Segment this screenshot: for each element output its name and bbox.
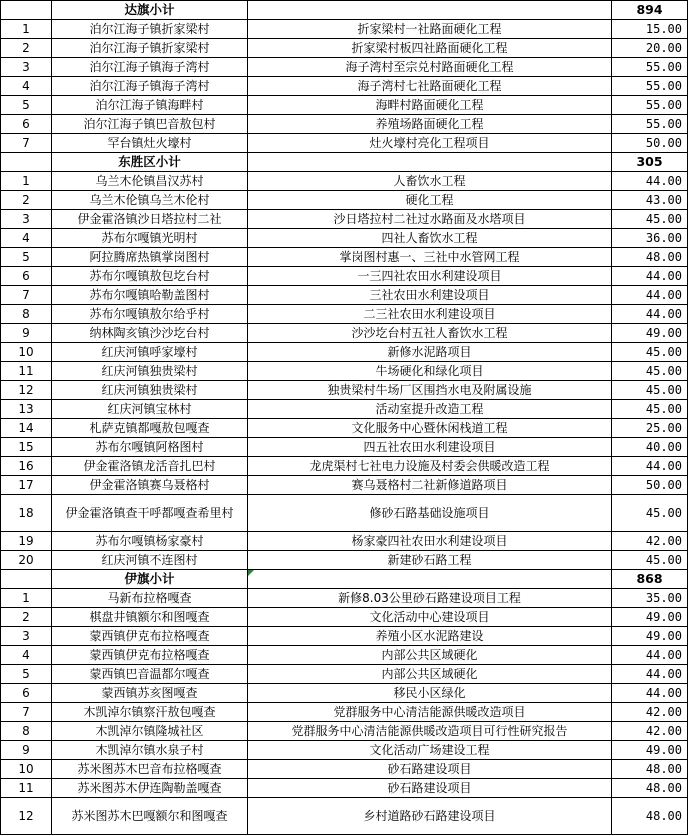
table-row	[1, 39, 688, 58]
village-cell[interactable]: 苏米图苏木巴嘎额尔和图嘎查	[52, 798, 248, 835]
amount-cell[interactable]: 49.00	[612, 324, 688, 343]
project-cell[interactable]: 海子湾村至宗兑村路面硬化工程	[248, 58, 612, 77]
project-cell[interactable]: 文化服务中心暨休闲栈道工程	[248, 419, 612, 438]
row-number[interactable]: 8	[1, 722, 52, 741]
project-cell[interactable]: 砂石路建设项目	[248, 760, 612, 779]
row-number[interactable]: 18	[1, 495, 52, 532]
row-number[interactable]: 19	[1, 532, 52, 551]
project-cell[interactable]: 活动室提升改造工程	[248, 400, 612, 419]
project-cell[interactable]: 龙虎渠村七社电力设施及村委会供暖改造工程	[248, 457, 612, 476]
project-cell[interactable]: 四社人畜饮水工程	[248, 229, 612, 248]
table-row	[1, 20, 688, 39]
row-number[interactable]: 17	[1, 476, 52, 495]
project-cell[interactable]: 养殖小区水泥路建设	[248, 627, 612, 646]
village-cell[interactable]: 红庆河镇不连图村	[52, 551, 248, 570]
table-row	[1, 343, 688, 362]
table-row	[1, 722, 688, 741]
row-number[interactable]: 20	[1, 551, 52, 570]
row-number[interactable]: 9	[1, 741, 52, 760]
subtotal-row	[1, 570, 688, 589]
project-cell[interactable]: 文化活动广场建设工程	[248, 741, 612, 760]
table-row	[1, 210, 688, 229]
row-number[interactable]: 11	[1, 362, 52, 381]
subtotal-blank-cell[interactable]	[248, 1, 612, 20]
village-cell[interactable]: 罕台镇灶火壕村	[52, 134, 248, 153]
project-cell[interactable]: 独贵梁村牛场厂区围挡水电及附属设施	[248, 381, 612, 400]
amount-cell[interactable]: 45.00	[612, 362, 688, 381]
amount-cell[interactable]: 48.00	[612, 760, 688, 779]
row-number[interactable]: 13	[1, 400, 52, 419]
village-cell[interactable]: 泊尔江海子镇巴音敖包村	[52, 115, 248, 134]
row-number[interactable]: 14	[1, 419, 52, 438]
row-number[interactable]: 2	[1, 39, 52, 58]
village-cell[interactable]: 木凯淖尔镇水泉子村	[52, 741, 248, 760]
village-cell[interactable]: 蒙西镇苏亥图嘎查	[52, 684, 248, 703]
amount-cell[interactable]: 48.00	[612, 248, 688, 267]
table-row	[1, 589, 688, 608]
table-row	[1, 229, 688, 248]
project-cell[interactable]: 人畜饮水工程	[248, 172, 612, 191]
table-row	[1, 741, 688, 760]
row-number[interactable]: 2	[1, 608, 52, 627]
subtotal-label[interactable]: 伊旗小计	[52, 570, 248, 589]
subtotal-value[interactable]: 305	[612, 153, 688, 172]
amount-cell[interactable]: 55.00	[612, 58, 688, 77]
row-number[interactable]: 10	[1, 343, 52, 362]
project-cell[interactable]: 硬化工程	[248, 191, 612, 210]
table-row	[1, 495, 688, 532]
project-cell[interactable]: 内部公共区域硬化	[248, 646, 612, 665]
village-cell[interactable]: 泊尔江海子镇海子湾村	[52, 58, 248, 77]
amount-cell[interactable]: 44.00	[612, 457, 688, 476]
project-cell[interactable]: 内部公共区域硬化	[248, 665, 612, 684]
project-cell[interactable]: 海畔村路面硬化工程	[248, 96, 612, 115]
table-row	[1, 779, 688, 798]
project-cell[interactable]: 灶火壕村亮化工程项目	[248, 134, 612, 153]
amount-cell[interactable]: 45.00	[612, 495, 688, 532]
amount-cell[interactable]: 48.00	[612, 779, 688, 798]
table-row	[1, 134, 688, 153]
row-number[interactable]: 4	[1, 646, 52, 665]
subtotal-blank-cell[interactable]	[248, 570, 612, 589]
amount-cell[interactable]: 49.00	[612, 741, 688, 760]
table-row	[1, 58, 688, 77]
project-cell[interactable]: 海子湾村七社路面硬化工程	[248, 77, 612, 96]
village-cell[interactable]: 木凯淖尔镇察汗敖包嘎查	[52, 703, 248, 722]
amount-cell[interactable]: 45.00	[612, 343, 688, 362]
village-cell[interactable]: 蒙西镇伊克布拉格嘎查	[52, 627, 248, 646]
amount-cell[interactable]: 50.00	[612, 134, 688, 153]
table-row	[1, 703, 688, 722]
project-cell[interactable]: 党群服务中心清洁能源供暖改造项目	[248, 703, 612, 722]
amount-cell[interactable]: 44.00	[612, 684, 688, 703]
subtotal-label[interactable]: 达旗小计	[52, 1, 248, 20]
project-cell[interactable]: 掌岗图村惠一、三社中水管网工程	[248, 248, 612, 267]
village-cell[interactable]: 马新布拉格嘎查	[52, 589, 248, 608]
subtotal-value[interactable]: 868	[612, 570, 688, 589]
amount-cell[interactable]: 42.00	[612, 703, 688, 722]
row-number[interactable]: 12	[1, 381, 52, 400]
village-cell[interactable]: 伊金霍洛镇赛乌聂格村	[52, 476, 248, 495]
row-number[interactable]: 2	[1, 191, 52, 210]
subtotal-blank-cell[interactable]	[1, 153, 52, 172]
project-cell[interactable]: 乡村道路砂石路建设项目	[248, 798, 612, 835]
amount-cell[interactable]: 42.00	[612, 722, 688, 741]
amount-cell[interactable]: 20.00	[612, 39, 688, 58]
amount-cell[interactable]: 44.00	[612, 305, 688, 324]
amount-cell[interactable]: 15.00	[612, 20, 688, 39]
table-row	[1, 286, 688, 305]
project-cell[interactable]: 一三四社农田水利建设项目	[248, 267, 612, 286]
project-cell[interactable]: 砂石路建设项目	[248, 779, 612, 798]
amount-cell[interactable]: 45.00	[612, 400, 688, 419]
amount-cell[interactable]: 44.00	[612, 646, 688, 665]
table-row	[1, 419, 688, 438]
subtotal-blank-cell[interactable]	[1, 570, 52, 589]
subtotal-row	[1, 153, 688, 172]
table-row	[1, 400, 688, 419]
table-row	[1, 305, 688, 324]
amount-cell[interactable]: 25.00	[612, 419, 688, 438]
row-number[interactable]: 3	[1, 58, 52, 77]
row-number[interactable]: 7	[1, 703, 52, 722]
village-cell[interactable]: 泊尔江海子镇折家梁村	[52, 39, 248, 58]
table-row	[1, 551, 688, 570]
amount-cell[interactable]: 49.00	[612, 627, 688, 646]
table-row	[1, 665, 688, 684]
amount-cell[interactable]: 35.00	[612, 589, 688, 608]
village-cell[interactable]: 木凯淖尔镇隆城社区	[52, 722, 248, 741]
village-cell[interactable]: 苏布尔嘎镇敖尔给乎村	[52, 305, 248, 324]
table-row	[1, 646, 688, 665]
amount-cell[interactable]: 48.00	[612, 798, 688, 835]
amount-cell[interactable]: 44.00	[612, 286, 688, 305]
village-cell[interactable]: 伊金霍洛镇查干呼都嘎查希里村	[52, 495, 248, 532]
row-number[interactable]: 7	[1, 286, 52, 305]
project-cell[interactable]: 养殖场路面硬化工程	[248, 115, 612, 134]
amount-cell[interactable]: 45.00	[612, 210, 688, 229]
village-cell[interactable]: 阿拉腾席热镇掌岗图村	[52, 248, 248, 267]
project-cell[interactable]: 折家梁村板四社路面硬化工程	[248, 39, 612, 58]
project-cell[interactable]: 新建砂石路工程	[248, 551, 612, 570]
village-cell[interactable]: 红庆河镇独贵梁村	[52, 362, 248, 381]
project-cell[interactable]: 杨家豪四社农田水利建设项目	[248, 532, 612, 551]
amount-cell[interactable]: 50.00	[612, 476, 688, 495]
village-cell[interactable]: 红庆河镇呼家壕村	[52, 343, 248, 362]
row-number[interactable]: 6	[1, 684, 52, 703]
project-cell[interactable]: 沙沙圪台村五社人畜饮水工程	[248, 324, 612, 343]
project-cell[interactable]: 新修水泥路项目	[248, 343, 612, 362]
amount-cell[interactable]: 45.00	[612, 381, 688, 400]
row-number[interactable]: 5	[1, 248, 52, 267]
project-cell[interactable]: 三社农田水利建设项目	[248, 286, 612, 305]
row-number[interactable]: 10	[1, 760, 52, 779]
row-number[interactable]: 15	[1, 438, 52, 457]
amount-cell[interactable]: 49.00	[612, 608, 688, 627]
village-cell[interactable]: 乌兰木伦镇乌兰木伦村	[52, 191, 248, 210]
row-number[interactable]: 3	[1, 627, 52, 646]
project-cell[interactable]: 牛场硬化和绿化项目	[248, 362, 612, 381]
table-row	[1, 627, 688, 646]
table-row	[1, 248, 688, 267]
village-cell[interactable]: 泊尔江海子镇海子湾村	[52, 77, 248, 96]
village-cell[interactable]: 红庆河镇独贵梁村	[52, 381, 248, 400]
village-cell[interactable]: 苏米图苏木巴音布拉格嘎查	[52, 760, 248, 779]
village-cell[interactable]: 苏米图苏木伊连陶勒盖嘎查	[52, 779, 248, 798]
table-row	[1, 438, 688, 457]
village-cell[interactable]: 红庆河镇宝林村	[52, 400, 248, 419]
table-row	[1, 476, 688, 495]
amount-cell[interactable]: 44.00	[612, 267, 688, 286]
row-number[interactable]: 4	[1, 77, 52, 96]
row-number[interactable]: 3	[1, 210, 52, 229]
row-number[interactable]: 6	[1, 267, 52, 286]
table-row	[1, 191, 688, 210]
amount-cell[interactable]: 40.00	[612, 438, 688, 457]
village-cell[interactable]: 蒙西镇巴音温都尔嘎查	[52, 665, 248, 684]
village-cell[interactable]: 泊尔江海子镇折家梁村	[52, 20, 248, 39]
table-row	[1, 324, 688, 343]
row-number[interactable]: 12	[1, 798, 52, 835]
table-row	[1, 115, 688, 134]
village-cell[interactable]: 苏布尔嘎镇哈勒盖图村	[52, 286, 248, 305]
subtotal-blank-cell[interactable]	[248, 153, 612, 172]
table-row	[1, 172, 688, 191]
village-cell[interactable]: 纳林陶亥镇沙沙圪台村	[52, 324, 248, 343]
subtotal-blank-cell[interactable]	[1, 1, 52, 20]
table-row	[1, 798, 688, 835]
project-cell[interactable]: 折家梁村一社路面硬化工程	[248, 20, 612, 39]
row-number[interactable]: 1	[1, 589, 52, 608]
row-number[interactable]: 5	[1, 96, 52, 115]
row-number[interactable]: 4	[1, 229, 52, 248]
row-number[interactable]: 11	[1, 779, 52, 798]
table-row	[1, 381, 688, 400]
amount-cell[interactable]: 44.00	[612, 172, 688, 191]
amount-cell[interactable]: 55.00	[612, 96, 688, 115]
project-cell[interactable]: 赛乌聂格村二社新修道路项目	[248, 476, 612, 495]
amount-cell[interactable]: 43.00	[612, 191, 688, 210]
amount-cell[interactable]: 55.00	[612, 77, 688, 96]
village-cell[interactable]: 伊金霍洛镇沙日塔拉村二社	[52, 210, 248, 229]
row-number[interactable]: 9	[1, 324, 52, 343]
village-cell[interactable]: 苏布尔嘎镇杨家豪村	[52, 532, 248, 551]
subtotal-value[interactable]: 894	[612, 1, 688, 20]
row-number[interactable]: 1	[1, 172, 52, 191]
project-cell[interactable]: 文化活动中心建设项目	[248, 608, 612, 627]
row-number[interactable]: 1	[1, 20, 52, 39]
project-cell[interactable]: 四五社农田水利建设项目	[248, 438, 612, 457]
amount-cell[interactable]: 42.00	[612, 532, 688, 551]
village-cell[interactable]: 苏布尔嘎镇阿格图村	[52, 438, 248, 457]
table-row	[1, 96, 688, 115]
row-number[interactable]: 8	[1, 305, 52, 324]
amount-cell[interactable]: 45.00	[612, 551, 688, 570]
village-cell[interactable]: 苏布尔嘎镇光明村	[52, 229, 248, 248]
amount-cell[interactable]: 44.00	[612, 665, 688, 684]
table-row	[1, 608, 688, 627]
subtotal-row	[1, 1, 688, 20]
table-row	[1, 684, 688, 703]
village-cell[interactable]: 札萨克镇都嘎敖包嘎查	[52, 419, 248, 438]
village-cell[interactable]: 棋盘井镇额尔和图嘎查	[52, 608, 248, 627]
village-cell[interactable]: 乌兰木伦镇昌汉苏村	[52, 172, 248, 191]
table-row	[1, 362, 688, 381]
table-row	[1, 760, 688, 779]
subtotal-label[interactable]: 东胜区小计	[52, 153, 248, 172]
row-number[interactable]: 7	[1, 134, 52, 153]
village-cell[interactable]: 泊尔江海子镇海畔村	[52, 96, 248, 115]
amount-cell[interactable]: 36.00	[612, 229, 688, 248]
table-row	[1, 267, 688, 286]
village-cell[interactable]: 蒙西镇伊克布拉格嘎查	[52, 646, 248, 665]
row-number[interactable]: 5	[1, 665, 52, 684]
village-cell[interactable]: 苏布尔嘎镇敖包圪台村	[52, 267, 248, 286]
table-row	[1, 532, 688, 551]
project-cell[interactable]: 沙日塔拉村二社过水路面及水塔项目	[248, 210, 612, 229]
amount-cell[interactable]: 55.00	[612, 115, 688, 134]
row-number[interactable]: 16	[1, 457, 52, 476]
project-cell[interactable]: 新修8.03公里砂石路建设项目工程	[248, 589, 612, 608]
village-cell[interactable]: 伊金霍洛镇龙活音扎巴村	[52, 457, 248, 476]
table-row	[1, 457, 688, 476]
project-cell[interactable]: 二三社农田水利建设项目	[248, 305, 612, 324]
table-row	[1, 77, 688, 96]
row-number[interactable]: 6	[1, 115, 52, 134]
project-cell[interactable]: 党群服务中心清洁能源供暖改造项目可行性研究报告	[248, 722, 612, 741]
project-cell[interactable]: 修砂石路基础设施项目	[248, 495, 612, 532]
project-cell[interactable]: 移民小区绿化	[248, 684, 612, 703]
